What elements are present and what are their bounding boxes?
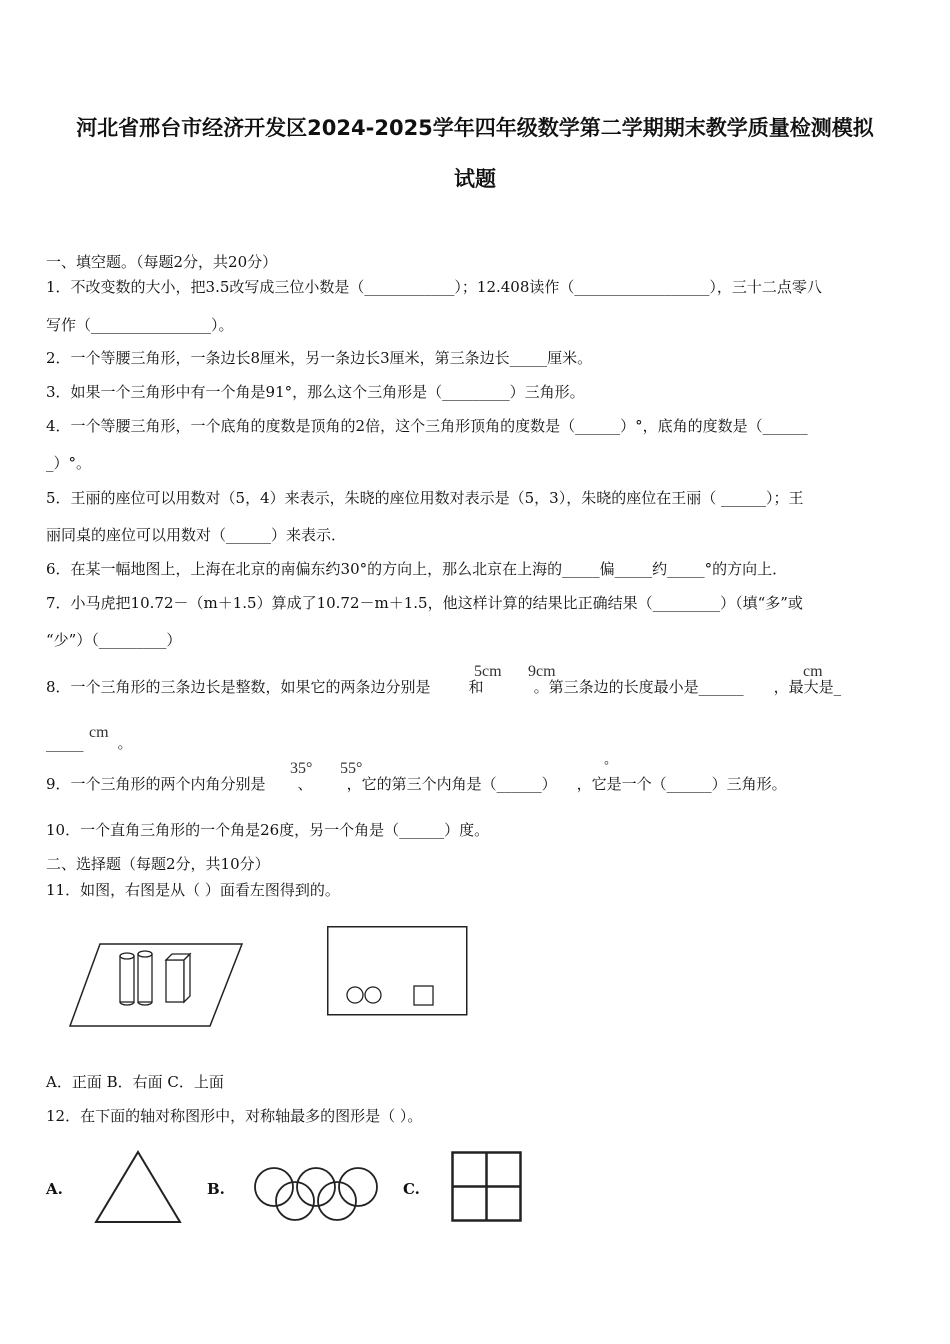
question-8: 8．一个三角形的三条边长是整数，如果它的两条边分别是 和 。第三条边的长度最小是______ ，最大是_: [46, 678, 842, 696]
q8-length-5cm: 5cm: [474, 663, 502, 680]
q9-angle-55: 55°: [340, 760, 363, 777]
q11-view-frame: [328, 927, 467, 1015]
page-title-line2: 试题: [454, 167, 496, 191]
question-7-cont: “少”）（_________）: [46, 631, 182, 649]
question-6: 6．在某一幅地图上，上海在北京的南偏东约30°的方向上，那么北京在上海的_____偏_____约_____°的方向上．: [46, 560, 788, 578]
question-3: 3．如果一个三角形中有一个角是91°，那么这个三角形是（_________）三角形。: [46, 383, 585, 401]
question-10: 10．一个直角三角形的一个角是26度，另一个角是（______）度。: [46, 821, 490, 839]
question-5-cont: 丽同桌的座位可以用数对（______）来表示．: [46, 526, 347, 544]
question-11-options: A．正面 B．右面 C．上面: [46, 1073, 224, 1091]
q9-angle-35: 35°: [290, 760, 313, 777]
q11-cuboid: [166, 954, 190, 1002]
q9-degree-sign: °: [604, 758, 609, 772]
question-11: 11．如图，右图是从（ ）面看左图得到的。: [46, 881, 340, 899]
q12-triangle-figure: [94, 1150, 182, 1224]
q8-unit-cm: cm: [803, 663, 823, 680]
page-title: 河北省邢台市经济开发区2024-2025学年四年级数学第二学期期末教学质量检测模拟: [76, 116, 874, 140]
question-4: 4．一个等腰三角形，一个底角的度数是顶角的2倍，这个三角形顶角的度数是（______）°，底角的度数是（______: [46, 417, 808, 435]
q11-view-square: [414, 986, 433, 1005]
q8-unit-cm-2: cm: [89, 724, 109, 741]
section-header-fill-in: 一、填空题。（每题2分，共20分）: [46, 253, 278, 271]
section-header-choice: 二、选择题（每题2分，共10分）: [46, 855, 270, 873]
question-4-cont: _）°。: [46, 454, 92, 472]
q8-length-9cm: 9cm: [528, 663, 556, 680]
q12-rings-figure: [253, 1165, 379, 1223]
q11-cylinder-2: [138, 951, 152, 1005]
question-1-cont: 写作（________________）。: [46, 316, 234, 334]
q11-cylinder-1: [120, 953, 134, 1005]
q12-option-c-label: C.: [403, 1180, 420, 1198]
q11-view-circle-1: [347, 987, 363, 1003]
q11-view-figure: [327, 926, 468, 1017]
question-8-cont: _____ 。: [46, 734, 133, 752]
q11-solids-figure: [70, 940, 245, 1030]
question-7: 7．小马虎把10.72－（m＋1.5）算成了10.72－m＋1.5，他这样计算的结果比正确结果（_________）（填“多”或: [46, 594, 803, 612]
q12-option-b-label: B.: [207, 1180, 225, 1198]
q11-view-circle-2: [365, 987, 381, 1003]
question-2: 2．一个等腰三角形，一条边长8厘米，另一条边长3厘米，第三条边长_____厘米。: [46, 349, 593, 367]
question-1: 1．不改变数的大小，把3.5改写成三位小数是（____________）；12.408读作（__________________），三十二点零八: [46, 278, 822, 296]
question-5: 5．王丽的座位可以用数对（5，4）来表示，朱晓的座位用数对表示是（5，3），朱晓的座位在王丽（ ______）；王: [46, 489, 804, 507]
q12-square-grid-figure: [451, 1151, 523, 1223]
q11-base-parallelogram: [70, 944, 242, 1026]
question-12: 12．在下面的轴对称图形中，对称轴最多的图形是（ ）。: [46, 1107, 423, 1125]
q12-option-a-label: A.: [46, 1180, 63, 1198]
question-9: 9．一个三角形的两个内角分别是 、 ，它的第三个内角是（______） ，它是一个（______）三角形。: [46, 775, 787, 793]
